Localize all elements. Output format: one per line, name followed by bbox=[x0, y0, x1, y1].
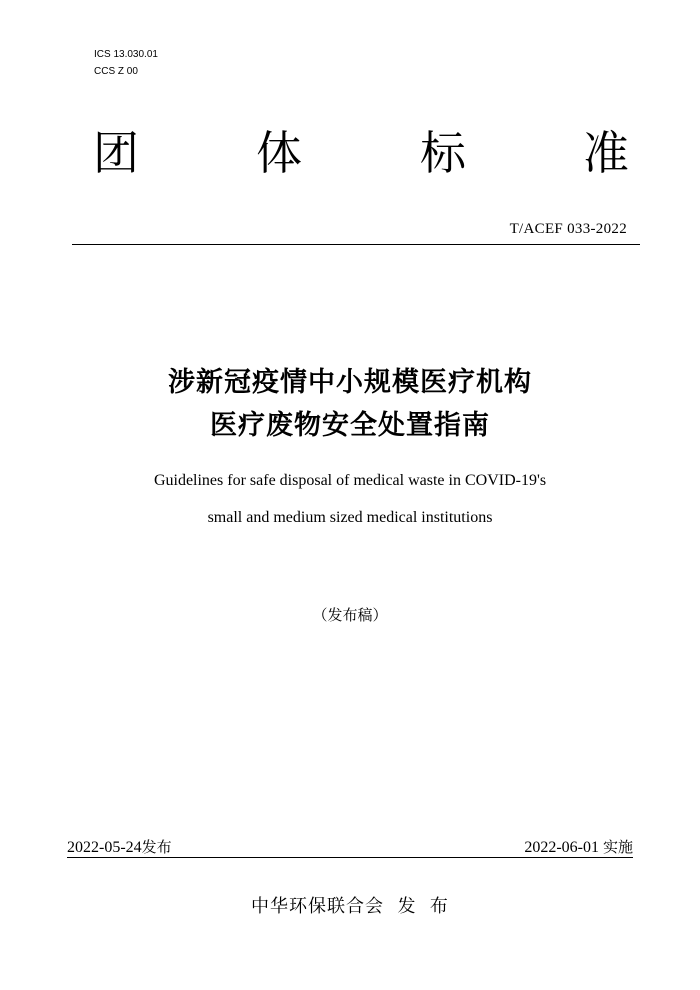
publish-date-block bbox=[67, 836, 172, 857]
implement-label: 实施 bbox=[602, 838, 633, 856]
english-title-line-1: Guidelines for safe disposal of medical waste in COVID-19's bbox=[153, 472, 547, 489]
implement-date-block bbox=[524, 836, 633, 857]
header-divider bbox=[72, 244, 640, 245]
title-line-1: 涉新冠疫情中小规模医疗机构 bbox=[168, 367, 532, 398]
category-char-2: 体 bbox=[256, 126, 302, 180]
ccs-code: CCS Z 00 bbox=[94, 66, 138, 77]
title-line-2: 医疗废物安全处置指南 bbox=[210, 410, 490, 441]
draft-label: （发布稿） bbox=[312, 606, 388, 624]
ics-code: ICS 13.030.01 bbox=[94, 49, 158, 60]
implement-date: 2022-06-01 bbox=[524, 839, 599, 856]
category-char-1: 团 bbox=[93, 126, 139, 180]
category-char-3: 标 bbox=[420, 126, 466, 180]
category-char-4: 准 bbox=[583, 126, 629, 180]
footer-divider bbox=[67, 857, 633, 858]
standard-number: T/ACEF 033-2022 bbox=[509, 221, 627, 237]
publish-date: 2022-05-24 bbox=[67, 839, 142, 856]
english-title-line-2: small and medium sized medical institutions bbox=[207, 509, 493, 526]
publisher: 中华环保联合会 发 布 bbox=[251, 896, 449, 917]
publish-label: 发布 bbox=[141, 838, 172, 856]
